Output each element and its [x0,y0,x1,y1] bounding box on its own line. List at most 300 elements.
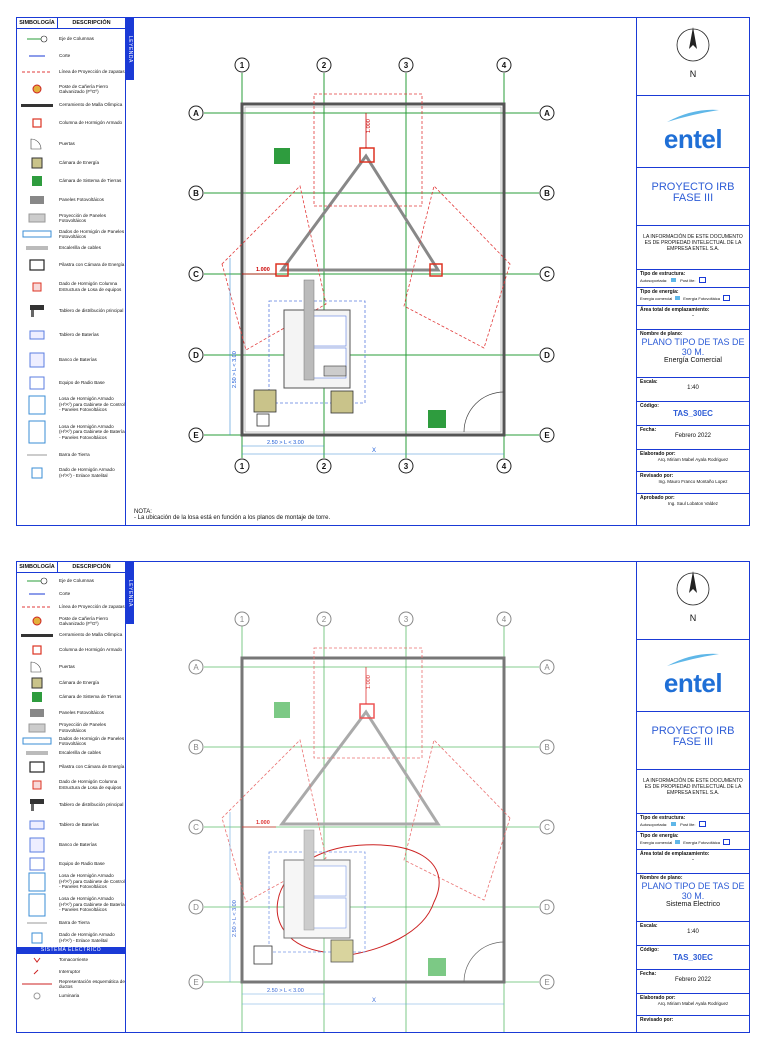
legend-symbol-icon [17,395,57,415]
legend-col-description-2: DESCRIPCIÓN [72,564,111,570]
legend-item [17,834,125,856]
axis-2-top-2: 2 [321,615,327,624]
legend-tab: LEYENDA [125,18,134,80]
structure-opt-1-checkbox[interactable] [671,278,676,282]
legend-item-label: Línea de Proyección de zapatas [59,69,125,75]
entel-swoosh-icon [663,106,723,124]
legend-symbol-icon [17,213,57,223]
legend-item-label: Dados de Hormigón de Paneles Fotovoltáicos [59,228,125,239]
axis-d-left-2: D [193,903,199,912]
date-value-2: Febrero 2022 [674,977,712,983]
legend-item-label: Dado de Hormigón Armado (HºAº) - Enlace Satelital [59,467,115,478]
axis-c-left-2: C [193,823,199,832]
system-legend-item [17,966,125,978]
legend-item-label: Cerramiento de Malla Olímpica [59,631,123,637]
axis-c-right: C [544,270,550,279]
legend-item [17,775,125,794]
legend-item [17,461,125,484]
legend-symbol-icon [17,761,57,773]
plan-subtitle-2: Sistema Electrico [665,901,721,908]
made-by-label: Elaborado por: [640,451,676,457]
area-label: Área total de emplazamiento: [640,307,710,313]
legend-item [17,209,125,227]
dim-range-horizontal-2: 2.50 > L < 3.00 [267,988,304,994]
energy-opt-1-checkbox[interactable] [675,296,680,300]
legend-panel [17,18,126,525]
code-label-2: Código: [640,947,659,953]
legend-symbol-icon [17,677,57,689]
made-by-value-2: Arq. Miriam Mabel Ayala Rodriguez [657,1001,729,1006]
ip-notice: LA INFORMACIÓN DE ESTE DOCUMENTO ES DE PROPIEDAD INTELECTUAL DE LA EMPRESA ENTEL S.A. [643,234,743,252]
legend-item-label: Columna de Hormigón Armado [59,646,123,652]
north-arrow-icon [673,25,713,73]
system-legend-list [17,954,125,1002]
reviewed-by-value: Ing. Mauro Franco Montaño Lopez [658,479,728,484]
entel-swoosh-icon-2 [663,650,723,668]
legend-item [17,323,125,346]
legend-symbol-icon [17,304,57,318]
legend-symbol-icon [17,661,57,673]
legend-item-label: Tablero de Baterías [59,821,99,827]
floor-plan-2 [134,562,637,1032]
legend-item-label: Barra de Tierra [59,451,90,457]
axis-1-top-2: 1 [239,615,245,624]
legend-item [17,373,125,393]
legend-item-label: Dados de Hormigón de Paneles Fotovoltáicos [59,735,125,746]
legend-symbol-icon [17,352,57,368]
nota-text: - La ubicación de la losa está en función a los planos de montaje de torre. [134,515,331,521]
structure-label-2: Tipo de estructura: [640,815,686,821]
axis-2-top: 2 [321,61,327,70]
plan-name-label: Nombre de plano: [640,331,683,337]
project-cell-2 [637,712,749,770]
legend-symbol-icon [17,837,57,853]
north-arrow-icon-2 [673,569,713,617]
legend-item-label: Banco de Baterías [59,842,97,848]
axis-3-top-2: 3 [403,615,409,624]
legend-item [17,448,125,461]
axis-b-left: B [193,189,199,198]
legend-symbol-icon [17,376,57,390]
scale-value: 1:40 [687,385,699,391]
legend-header-2 [17,562,125,573]
brand-cell-2 [637,640,749,712]
axis-a-left: A [193,109,199,118]
legend-item [17,132,125,155]
legend-item-label: Losa de Hormigón Armado (HºAº) para Gabinete de Batería - Paneles Fotovoltáicos [59,896,125,913]
system-legend-item [17,954,125,966]
project-cell [637,168,749,226]
axis-a-right: A [544,109,550,118]
legend-item [17,416,125,448]
legend-symbol-icon [17,798,57,812]
scale-label-2: Escala: [640,923,658,929]
legend-symbol-icon [17,52,57,60]
dim-1000-horizontal-2: 1.000 [256,820,270,826]
system-item-label: Tomacorriente [59,957,89,963]
legend-symbol-icon [17,467,57,479]
legend-item-label: Cámara de Sistema de Tierras [59,178,122,184]
axis-4-top: 4 [501,61,507,70]
dim-1000-vertical: 1.000 [366,119,372,133]
energy-opt-2-checkbox[interactable] [723,295,730,301]
floor-plan [134,18,637,525]
area-cell-2 [637,850,749,874]
legend-symbol-icon [17,175,57,187]
axis-c-left: C [193,270,199,279]
dim-1000-vertical-2: 1.000 [366,675,372,689]
made-by-cell-2 [637,994,749,1016]
approved-by-label: Aprobado por: [640,495,675,501]
legend-symbol-icon [17,780,57,790]
legend-item [17,627,125,642]
floor-plan-drawing [134,18,637,525]
legend-item-label: Poste de Cañería Fierro Galvanizado (FºGº) [59,615,109,626]
energy-opt-2-checkbox-2[interactable] [723,839,730,845]
legend-symbol-icon [17,259,57,271]
legend-item-label: Poste de Cañería Fierro Galvanizado (FºGº) [59,83,109,94]
legend-item-label: Pilastra con Cámara de Energía [59,262,125,268]
legend-item [17,720,125,735]
brand-logo: entel [663,124,723,154]
axis-4-bottom: 4 [501,462,507,471]
legend-item [17,918,125,928]
legend-col-description: DESCRIPCIÓN [72,20,111,26]
legend-item-label: Dado de Hormigón Columna Estructura de Losa de equipos [59,281,122,292]
made-by-cell [637,450,749,472]
legend-item-label: Tablero de Baterías [59,331,99,337]
reviewed-by-cell [637,472,749,494]
code-value-2: TAS_30EC [673,953,713,962]
legend-symbol-icon [17,857,57,871]
axis-b-right: B [544,189,550,198]
ip-notice-cell-2 [637,770,749,814]
north-arrow-cell-2 [637,562,749,640]
axis-d-left: D [193,351,199,360]
axis-d-right-2: D [544,903,550,912]
scale-value-2: 1:40 [687,929,699,935]
legend-symbol-icon [17,118,57,128]
legend-item-label: Dado de Hormigón Columna Estructura de Losa de equipos [59,779,122,790]
axis-1-top: 1 [239,61,245,70]
date-label: Fecha: [640,427,657,433]
legend-item [17,599,125,615]
legend-symbol-icon [17,157,57,169]
legend-item [17,676,125,689]
legend-item [17,872,125,891]
legend-item-label: Pilastra con Cámara de Energía [59,764,125,770]
legend-item [17,393,125,416]
ip-notice-cell [637,226,749,270]
legend-panel-2 [17,562,126,1032]
axis-a-right-2: A [544,663,550,672]
legend-item [17,705,125,720]
drawing-sheet-2 [16,561,750,1033]
legend-item [17,815,125,834]
area-value-2: - [692,857,694,863]
legend-symbol-icon [17,84,57,94]
date-cell-2 [637,970,749,994]
legend-symbol-icon [17,590,57,598]
legend-item-label: Columna de Hormigón Armado [59,120,123,126]
legend-symbol-icon [17,872,57,892]
legend-item [17,689,125,705]
system-item-label: Luminaria [59,993,80,999]
legend-item-label: Proyección de Paneles Fotovoltáicos [59,722,106,733]
energy-opt-1-checkbox-2[interactable] [675,840,680,844]
structure-opt-2-checkbox-2[interactable] [699,821,706,827]
structure-opt-1-checkbox-2[interactable] [671,822,676,826]
brand-cell [637,96,749,168]
legend-item-label: Puertas [59,140,75,146]
legend-symbol-icon [17,723,57,733]
legend-symbol-icon [17,330,57,340]
plan-name-2: PLANO TIPO DE TAS DE 30 M. [641,881,745,901]
code-label: Código: [640,403,659,409]
legend-symbol-icon [17,195,57,205]
legend-item-label: Dado de Hormigón Armado (HºAº) - Enlace Satelital [59,932,115,943]
legend-item [17,735,125,747]
structure-opt-1: Autosoportada: [640,277,668,283]
axis-e-right: E [544,431,550,440]
legend-item-label: Paneles Fotovoltáicos [59,709,104,715]
title-block [636,18,749,525]
axis-b-right-2: B [544,743,550,752]
legend-item-label: Cámara de Sistema de Tierras [59,694,122,700]
axis-c-right-2: C [544,823,550,832]
legend-symbol-icon [17,69,57,75]
legend-item [17,928,125,947]
project-title-2: PROYECTO IRB FASE III [651,725,735,748]
dim-range-vertical: 2.50 > L < 3.00 [232,351,238,388]
dim-x: X [372,448,377,454]
legend-item [17,573,125,589]
legend-item [17,657,125,676]
axis-1-bottom: 1 [239,462,245,471]
date-label-2: Fecha: [640,971,657,977]
energy-label-2: Tipo de energía: [640,833,679,839]
legend-symbol-icon [17,932,57,944]
nota-title: NOTA: [134,509,152,515]
legend-item-label: Losa de Hormigón Armado (HºAº) para Gabinete de Control - Paneles Fotovoltáicos [59,873,125,890]
structure-opt-1-2: Autosoportada: [640,821,668,827]
legend-item-label: Proyección de Paneles Fotovoltáicos [59,212,106,223]
legend-item-label: Escalerilla de cables [59,750,101,756]
dim-range-horizontal: 2.50 > L < 3.00 [267,440,304,446]
legend-item [17,82,125,96]
energy-cell [637,288,749,306]
scale-label: Escala: [640,379,658,385]
axis-e-right-2: E [544,978,550,987]
legend-symbol-icon [17,616,57,626]
dim-range-vertical-2: 2.50 > L < 3.00 [232,900,238,937]
axis-b-left-2: B [193,743,199,752]
legend-item-label: Barra de Tierra [59,920,90,926]
legend-item [17,62,125,82]
axis-d-right: D [544,351,550,360]
date-cell [637,426,749,450]
legend-item-label: Paneles Fotovoltáicos [59,197,104,203]
reviewed-by-cell-2 [637,1016,749,1038]
legend-item-label: Banco de Baterías [59,356,97,362]
north-label-2: N [689,613,697,623]
legend-item-label: Losa de Hormigón Armado (HºAº) para Gabinete de Control - Paneles Fotovoltáicos [59,396,125,413]
area-cell [637,306,749,330]
legend-item [17,794,125,815]
floor-plan-drawing-2 [134,562,637,1032]
legend-item-label: Tablero de distribución principal [59,801,124,807]
legend-item-label: Equipo de Radio Base [59,861,105,867]
title-block-2 [636,562,749,1032]
legend-item [17,891,125,918]
legend-symbol-icon [17,750,57,756]
system-legend-item [17,978,125,990]
made-by-value: Arq. Miriam Mabel Ayala Rodriguez [657,457,729,462]
legend-item-label: Escalerilla de cables [59,245,101,251]
legend-item-label: Cámara de Energía [59,160,100,166]
legend-col-symbol: SIMBOLOGÍA [17,18,58,28]
legend-item-label: Tablero de distribución principal [59,307,124,313]
legend-item-label: Corte [59,52,71,58]
legend-item [17,759,125,775]
approved-by-value: Ing. Saul Lobaton Valdez [668,501,718,506]
scale-cell-2 [637,922,749,946]
system-legend-item [17,990,125,1002]
legend-item [17,96,125,114]
legend-item-label: Corte [59,591,71,597]
reviewed-by-label-2: Revisado por: [640,1017,674,1023]
legend-symbol-icon [17,604,57,610]
legend-item [17,275,125,298]
legend-item [17,255,125,275]
structure-cell [637,270,749,288]
legend-item [17,346,125,373]
legend-symbol-icon [17,282,57,292]
legend-item-label: Equipo de Radio Base [59,380,105,386]
legend-symbol-icon [17,708,57,718]
legend-col-symbol-2: SIMBOLOGÍA [17,562,58,572]
system-symbol-icon [17,992,57,1000]
energy-opt-1: Energía comercial [640,295,673,301]
drawing-sheet-1 [16,17,750,526]
legend-symbol-icon [17,452,57,458]
dim-x-2: X [372,998,377,1004]
legend-header [17,18,125,29]
legend-item-label: Puertas [59,663,75,669]
legend-item-label: Eje de Columnas [59,36,94,42]
system-item-label: Interruptor [59,969,81,975]
legend-item [17,589,125,599]
legend-item [17,298,125,323]
axis-e-left: E [193,431,199,440]
legend-symbol-icon [17,245,57,251]
legend-item [17,747,125,759]
legend-symbol-icon [17,420,57,444]
legend-item [17,856,125,872]
axis-a-left-2: A [193,663,199,672]
plan-name-label-2: Nombre de plano: [640,875,683,881]
axis-4-top-2: 4 [501,615,507,624]
code-cell [637,402,749,426]
structure-opt-2-checkbox[interactable] [699,277,706,283]
axis-3-bottom: 3 [403,462,409,471]
structure-opt-2-2: Post lite: [680,821,696,827]
date-value: Febrero 2022 [674,433,712,439]
project-title: PROYECTO IRB FASE III [651,181,735,204]
legend-item [17,227,125,241]
legend-symbol-icon [17,138,57,150]
legend-tab-2: LEYENDA [125,562,134,624]
axis-e-left-2: E [193,978,199,987]
energy-cell-2 [637,832,749,850]
legend-symbol-icon [17,632,57,638]
legend-item [17,642,125,657]
legend-item-label: Eje de Columnas [59,578,94,584]
north-label: N [689,69,697,79]
plan-name: PLANO TIPO DE TAS DE 30 M. [641,337,745,357]
legend-symbol-icon [17,645,57,655]
legend-symbol-icon [17,820,57,830]
legend-list-2 [17,573,125,947]
ip-notice-2: LA INFORMACIÓN DE ESTE DOCUMENTO ES DE PROPIEDAD INTELECTUAL DE LA EMPRESA ENTEL S.A. [643,778,743,796]
legend-item [17,114,125,132]
structure-cell-2 [637,814,749,832]
brand-logo-2: entel [663,668,723,698]
legend-item [17,29,125,49]
legend-symbol-icon [17,35,57,43]
plan-subtitle: Energía Comercial [664,357,722,364]
area-value: - [692,313,694,319]
north-arrow-cell [637,18,749,96]
axis-2-bottom: 2 [321,462,327,471]
structure-opt-2: Post lite: [680,277,696,283]
code-cell-2 [637,946,749,970]
legend-symbol-icon [17,893,57,917]
legend-symbol-icon [17,737,57,745]
legend-symbol-icon [17,102,57,108]
structure-label: Tipo de estructura: [640,271,686,277]
legend-symbol-icon [17,920,57,926]
energy-opt-2-2: Energía Fotovoltáica [683,839,720,845]
legend-item [17,155,125,171]
legend-item [17,241,125,255]
energy-label: Tipo de energía: [640,289,679,295]
legend-list [17,29,125,484]
legend-symbol-icon [17,691,57,703]
axis-3-top: 3 [403,61,409,70]
system-symbol-icon [17,956,57,964]
energy-opt-1-2: Energía comercial [640,839,673,845]
legend-symbol-icon [17,230,57,238]
area-label-2: Área total de emplazamiento: [640,851,710,857]
system-symbol-icon [17,981,57,987]
code-value: TAS_30EC [673,409,713,418]
legend-item [17,171,125,191]
reviewed-by-label: Revisado por: [640,473,674,479]
legend-item-label: Cerramiento de Malla Olímpica [59,102,123,108]
legend-item [17,191,125,209]
system-band: SISTEMA ELECTRICO [17,947,125,954]
legend-item-label: Losa de Hormigón Armado (HºAº) para Gabinete de Batería - Paneles Fotovoltáicos [59,423,125,440]
system-item-label: Representación esquemática de ductos [59,978,125,989]
system-symbol-icon [17,968,57,976]
nota-block [134,509,330,521]
scale-cell [637,378,749,402]
approved-by-cell [637,494,749,516]
plan-name-cell-2 [637,874,749,922]
legend-symbol-icon [17,577,57,585]
legend-item [17,615,125,627]
